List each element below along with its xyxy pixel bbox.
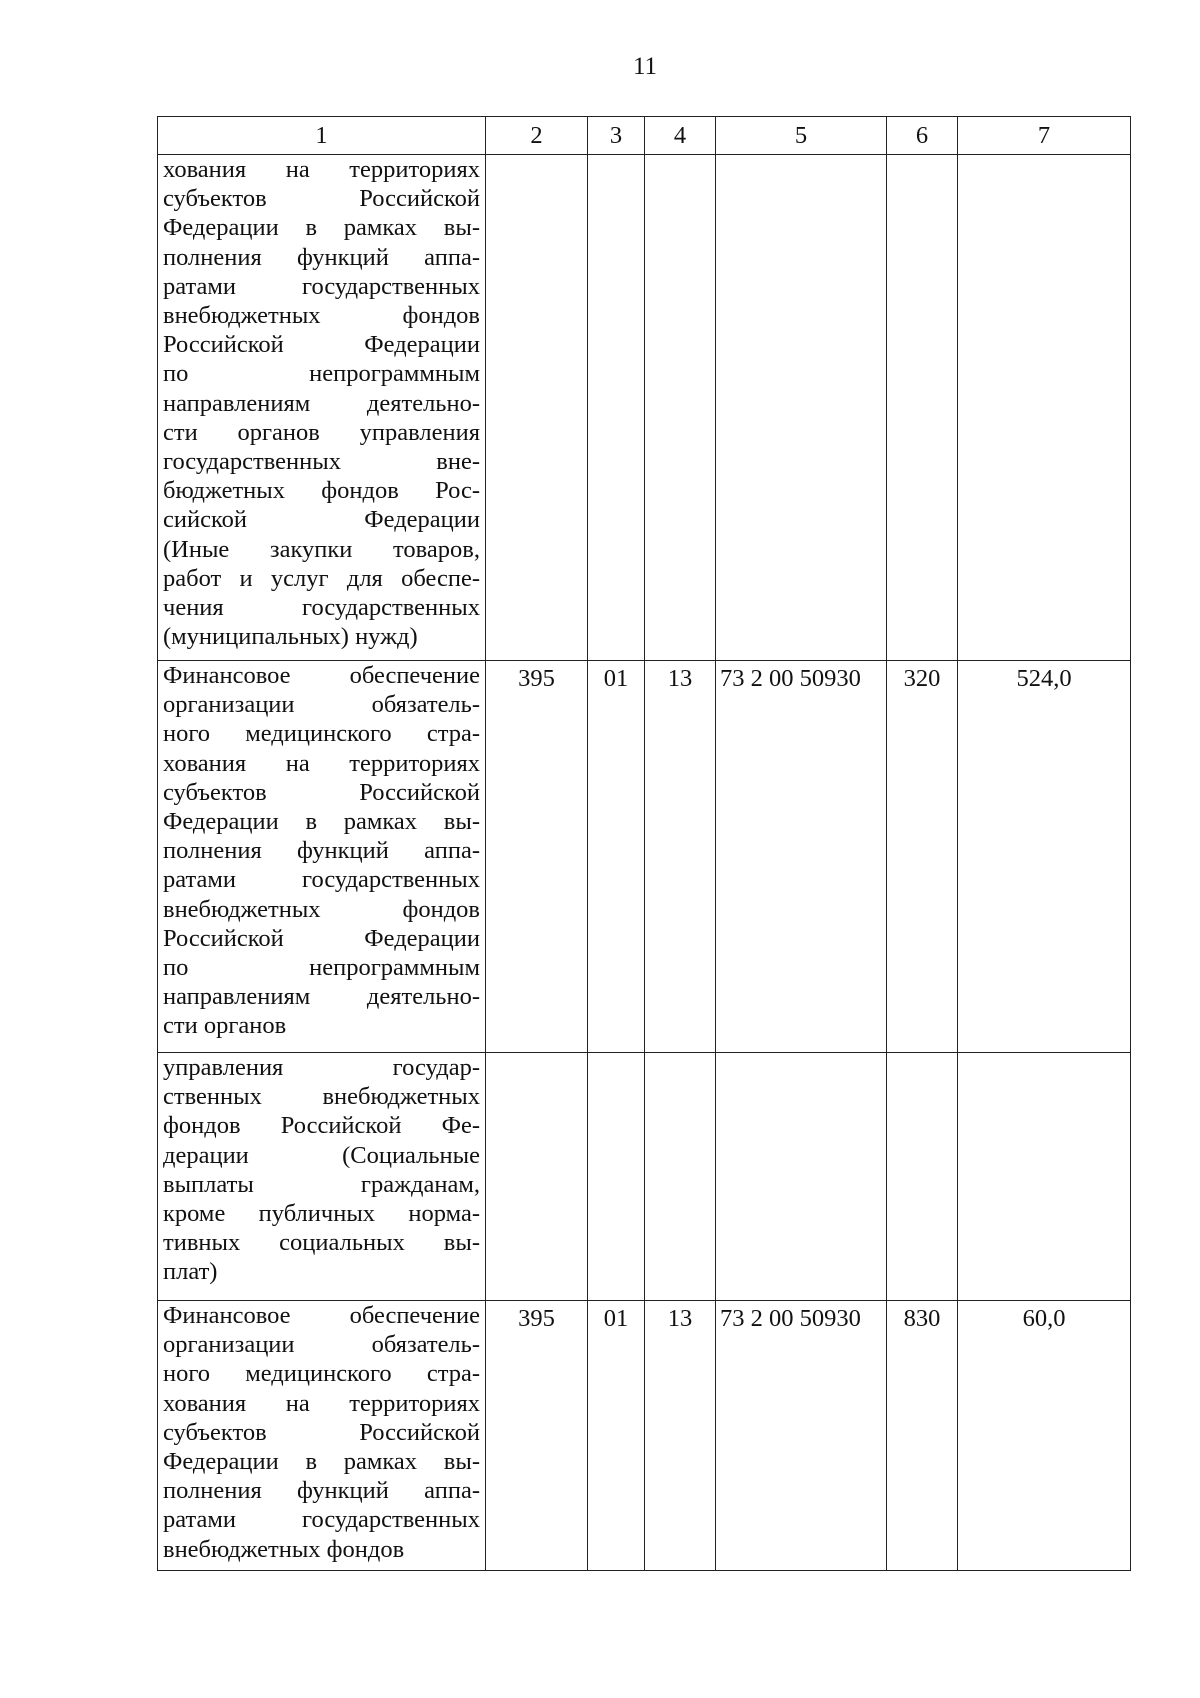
row-subsection-code <box>645 1053 716 1301</box>
row-amount: 524,0 <box>958 661 1131 1053</box>
description-line: по непрограммным <box>163 954 480 982</box>
description-line: направлениям деятельно- <box>163 389 480 417</box>
row-description <box>158 155 486 661</box>
description-line: хования на территориях <box>163 1389 480 1417</box>
row-subsection-code <box>645 155 716 661</box>
description-line: ственных внебюджетных <box>163 1083 480 1111</box>
row-description <box>158 1301 486 1571</box>
description-line: направлениям деятельно- <box>163 983 480 1011</box>
col-header-2: 2 <box>486 117 588 155</box>
row-target-article <box>716 1053 887 1301</box>
row-description <box>158 661 486 1053</box>
description-line: фондов Российской Фе- <box>163 1112 480 1140</box>
description-line: управления государ- <box>163 1054 480 1081</box>
description-line: сти органов управления <box>163 418 480 446</box>
description-line: внебюджетных фондов <box>163 1535 405 1563</box>
page-number: 11 <box>632 53 658 80</box>
col-header-3: 3 <box>588 117 645 155</box>
col-header-5: 5 <box>716 117 887 155</box>
row-subsection-code: 13 <box>645 1301 716 1571</box>
description-line: тивных социальных вы- <box>163 1229 480 1257</box>
description-line: чения государственных <box>163 594 480 622</box>
description-line: ного медицинского стра- <box>163 1360 480 1388</box>
description-line: Федерации в рамках вы- <box>163 1448 480 1476</box>
description-line: Российской Федерации <box>163 924 480 952</box>
description-line: внебюджетных фондов <box>163 895 480 923</box>
description-line: ратами государственных <box>163 1506 480 1534</box>
row-amount: 60,0 <box>958 1301 1131 1571</box>
description-line: плат) <box>163 1258 218 1286</box>
row-grbs-code: 395 <box>486 1301 588 1571</box>
description-line: полнения функций аппа- <box>163 837 480 865</box>
col-header-1: 1 <box>158 117 486 155</box>
description-line: ратами государственных <box>163 272 480 300</box>
description-line: (муниципальных) нужд) <box>163 623 418 651</box>
description-line: ратами государственных <box>163 866 480 894</box>
row-section-code: 01 <box>588 661 645 1053</box>
description-line: дерации (Социальные <box>163 1141 480 1169</box>
description-line: Российской Федерации <box>163 331 480 359</box>
description-line: (Иные закупки товаров, <box>163 535 480 563</box>
row-subsection-code: 13 <box>645 661 716 1053</box>
row-section-code: 01 <box>588 1301 645 1571</box>
row-section-code <box>588 1053 645 1301</box>
row-target-article <box>716 155 887 661</box>
row-expense-type <box>887 1053 958 1301</box>
header-row <box>158 117 1131 155</box>
description-line: Финансовое обеспечение <box>163 1302 480 1329</box>
description-line: организации обязатель- <box>163 691 480 719</box>
row-section-code <box>588 155 645 661</box>
table-row <box>158 1301 1131 1571</box>
row-grbs-code: 395 <box>486 661 588 1053</box>
col-header-6: 6 <box>887 117 958 155</box>
row-expense-type: 830 <box>887 1301 958 1571</box>
description-line: хования на территориях <box>163 156 480 183</box>
description-line: кроме публичных норма- <box>163 1200 480 1228</box>
description-line: Федерации в рамках вы- <box>163 214 480 242</box>
row-target-article: 73 2 00 50930 <box>716 1301 887 1571</box>
description-line: бюджетных фондов Рос- <box>163 477 480 505</box>
table-row <box>158 1053 1131 1301</box>
row-grbs-code <box>486 1053 588 1301</box>
table-row <box>158 155 1131 661</box>
budget-table <box>157 116 1131 1571</box>
table-body <box>158 155 1131 1571</box>
row-target-article: 73 2 00 50930 <box>716 661 887 1053</box>
description-line: полнения функций аппа- <box>163 1477 480 1505</box>
description-line: ного медицинского стра- <box>163 720 480 748</box>
col-header-7: 7 <box>958 117 1131 155</box>
row-description <box>158 1053 486 1301</box>
description-line: работ и услуг для обеспе- <box>163 564 480 592</box>
description-line: субъектов Российской <box>163 778 480 806</box>
description-line: государственных вне- <box>163 448 480 476</box>
description-line: Федерации в рамках вы- <box>163 808 480 836</box>
row-expense-type <box>887 155 958 661</box>
description-line: Финансовое обеспечение <box>163 662 480 689</box>
description-line: выплаты гражданам, <box>163 1170 480 1198</box>
col-header-4: 4 <box>645 117 716 155</box>
description-line: по непрограммным <box>163 360 480 388</box>
row-grbs-code <box>486 155 588 661</box>
row-amount <box>958 1053 1131 1301</box>
description-line: внебюджетных фондов <box>163 302 480 330</box>
description-line: организации обязатель- <box>163 1331 480 1359</box>
description-line: хования на территориях <box>163 749 480 777</box>
row-expense-type: 320 <box>887 661 958 1053</box>
description-line: полнения функций аппа- <box>163 243 480 271</box>
table-row <box>158 661 1131 1053</box>
description-line: сийской Федерации <box>163 506 480 534</box>
description-line: субъектов Российской <box>163 1418 480 1446</box>
description-line: субъектов Российской <box>163 185 480 213</box>
row-amount <box>958 155 1131 661</box>
description-line: сти органов <box>163 1012 287 1040</box>
